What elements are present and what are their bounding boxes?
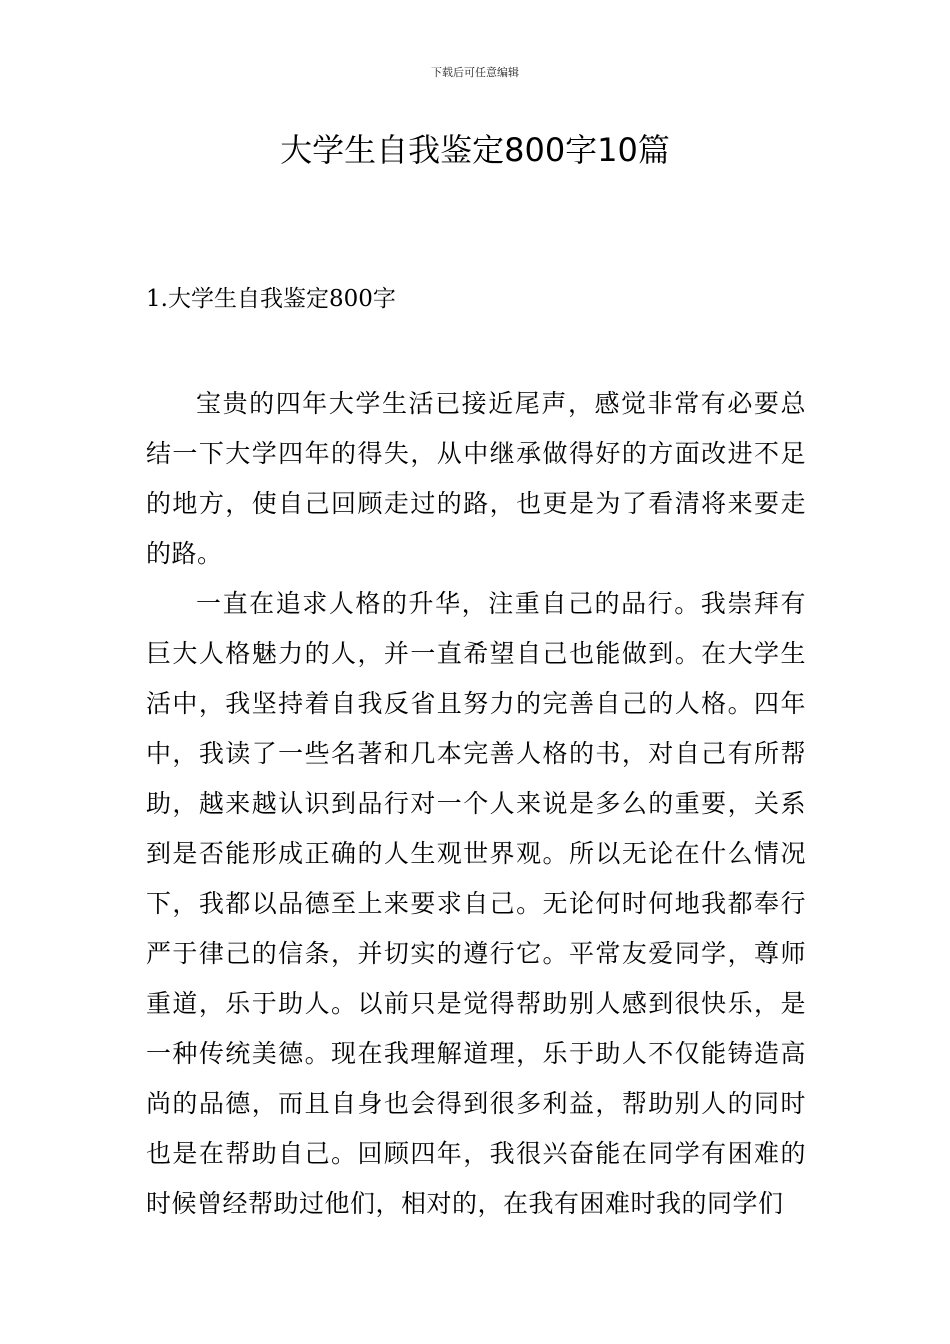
paragraph-2: 一直在追求人格的升华，注重自己的品行。我崇拜有巨大人格魅力的人，并一直希望自己也能做到。在大学生活中，我坚持着自我反省且努力的完善自己的人格。四年中，我读了一些名著和几本完善人格的书，对自己有所帮助，越来越认识到品行对一个人来说是多么的重要，关系到是否能形成正确的人生观世界观。所以无论在什么情况下，我都以品德至上来要求自己。无论何时何地我都奉行严于律己的信条，并切实的遵行它。平常友爱同学，尊师重道，乐于助人。以前只是觉得帮助别人感到很快乐，是一种传统美德。现在我理解道理，乐于助人不仅能铸造高尚的品德，而且自身也会得到很多利益，帮助别人的同时也是在帮助自己。回顾四年，我很兴奋能在同学有困难的时候曾经帮助过他们，相对的，在我有困难时我的同学们 — [146, 589, 806, 1218]
paragraph-1: 宝贵的四年大学生活已接近尾声，感觉非常有必要总结一下大学四年的得失，从中继承做得好的方面改进不足的地方，使自己回顾走过的路，也更是为了看清将来要走的路。 — [146, 389, 806, 568]
body-text — [146, 379, 806, 1229]
header-note: 下载后可任意编辑 — [431, 66, 519, 79]
document-title: 大学生自我鉴定800字10篇 — [280, 131, 670, 169]
section-heading: 1.大学生自我鉴定800字 — [146, 286, 396, 312]
